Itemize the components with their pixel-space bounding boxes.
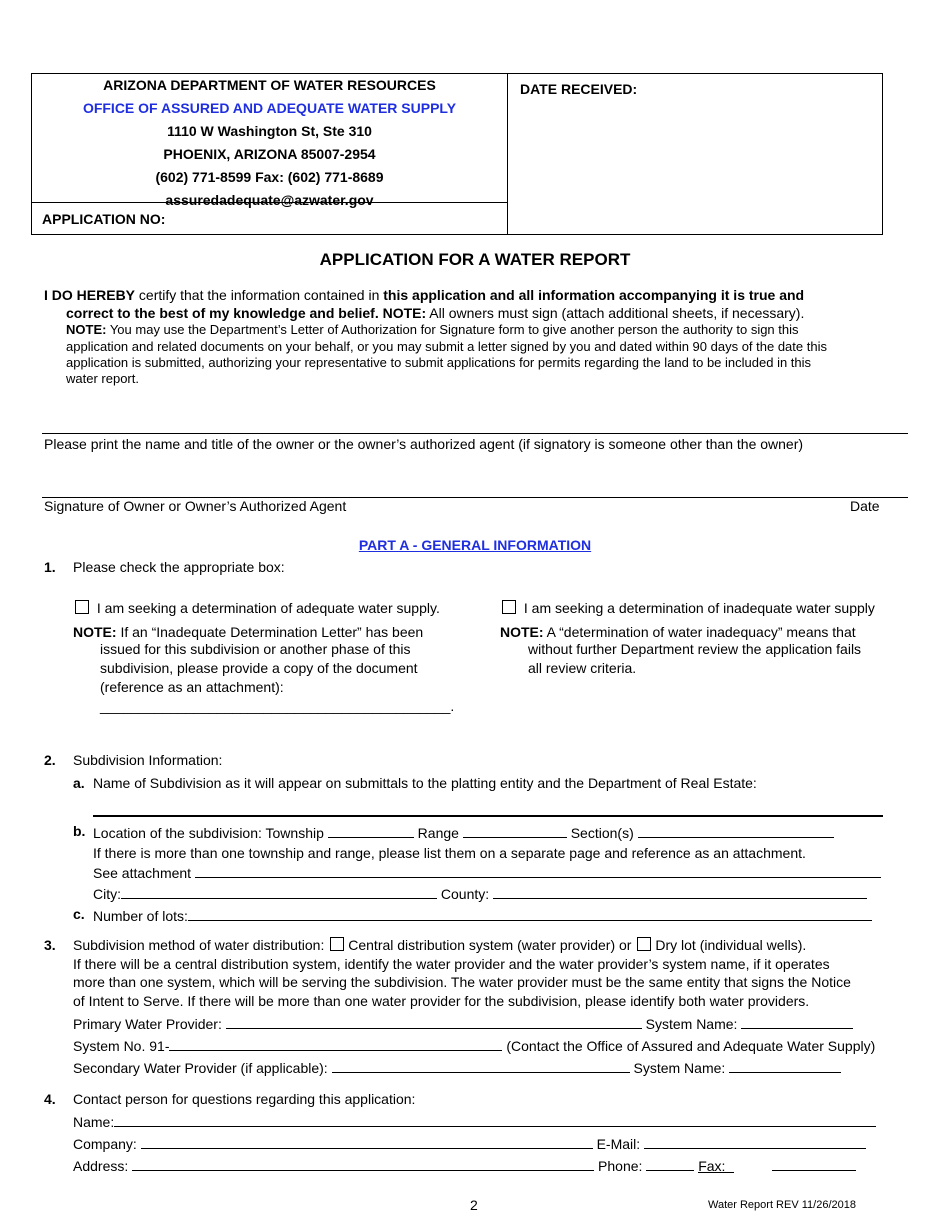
address-label: Address: bbox=[73, 1158, 129, 1174]
dry-lot-label: Dry lot (individual wells). bbox=[655, 937, 807, 953]
q1-note1-line3: subdivision, please provide a copy of the document bbox=[100, 660, 418, 676]
page-title: APPLICATION FOR A WATER REPORT bbox=[319, 250, 631, 269]
cert-bold2: this application and all information accompanying it is true and bbox=[383, 287, 805, 303]
q1-note1-line4: (reference as an attachment): bbox=[100, 679, 284, 695]
q3-p2: more than one system, which will be serving the subdivision. The water provider must be the same entity that signs the Notice bbox=[73, 974, 851, 990]
q1-number: 1. bbox=[44, 559, 56, 575]
q3-text: Subdivision method of water distribution: bbox=[73, 937, 325, 953]
primary-provider-row bbox=[73, 1014, 853, 1032]
city-county-row bbox=[93, 884, 867, 902]
system-name-2-field[interactable] bbox=[729, 1058, 841, 1073]
q2b-line2: If there is more than one township and range, please list them on a separate page and reference as an attachment. bbox=[93, 845, 806, 861]
office-name: OFFICE OF ASSURED AND ADEQUATE WATER SUPPLY bbox=[82, 100, 457, 116]
system-name-label: System Name: bbox=[645, 1016, 738, 1032]
address-line-1: 1110 W Washington St, Ste 310 bbox=[167, 123, 372, 139]
q2b-line bbox=[93, 823, 834, 841]
lots-label: Number of lots: bbox=[93, 908, 188, 924]
see-attachment-label: See attachment bbox=[93, 865, 192, 881]
note2-l1: A “determination of water inadequacy” means that bbox=[543, 624, 856, 640]
system-name-field[interactable] bbox=[741, 1014, 853, 1029]
date-label: Date bbox=[850, 498, 880, 514]
q2-text: Subdivision Information: bbox=[73, 752, 223, 768]
revision-note: Water Report REV 11/26/2018 bbox=[708, 1199, 856, 1211]
certification-line-2 bbox=[66, 305, 804, 321]
inadequate-label: I am seeking a determination of inadequate water supply bbox=[523, 600, 875, 616]
city-label: City: bbox=[93, 886, 121, 902]
central-checkbox[interactable] bbox=[330, 937, 344, 951]
cert-note-line-4: water report. bbox=[66, 371, 139, 386]
inadequate-checkbox[interactable] bbox=[502, 600, 516, 614]
phone-label: Phone: bbox=[598, 1158, 643, 1174]
primary-provider-field[interactable] bbox=[226, 1014, 642, 1029]
cert-text1: certify that the information contained in bbox=[135, 287, 384, 303]
q2a-text: Name of Subdivision as it will appear on submittals to the platting entity and the Department of Real Estate: bbox=[93, 775, 757, 791]
print-name-label: Please print the name and title of the owner or the owner’s authorized agent (if signatory is someone other than the owner) bbox=[44, 436, 804, 452]
q1-note1-line1 bbox=[73, 624, 423, 640]
page-number: 2 bbox=[470, 1197, 478, 1213]
note2-label: NOTE: bbox=[500, 624, 544, 640]
contact-name-field[interactable] bbox=[114, 1112, 876, 1127]
note1-label: NOTE: bbox=[73, 624, 117, 640]
q1-text: Please check the appropriate box: bbox=[73, 559, 285, 575]
secondary-provider-row bbox=[73, 1058, 841, 1076]
range-field[interactable] bbox=[463, 823, 567, 838]
q2b-text: Location of the subdivision: Township bbox=[93, 825, 324, 841]
sections-field[interactable] bbox=[638, 823, 834, 838]
township-field[interactable] bbox=[328, 823, 414, 838]
cert-note-line-3: application is submitted, authorizing your representative to submit applications for permits regarding the land to be included in this bbox=[66, 355, 812, 370]
part-a-heading[interactable]: PART A - GENERAL INFORMATION bbox=[358, 537, 592, 553]
lots-field[interactable] bbox=[188, 906, 872, 921]
see-attachment-field[interactable] bbox=[195, 863, 881, 878]
email-field[interactable] bbox=[644, 1134, 866, 1149]
cert-note-line-1 bbox=[66, 322, 799, 337]
q3-p1: If there will be a central distribution system, identify the water provider and the water provider’s system name, if it operates bbox=[73, 956, 830, 972]
system-no-label: System No. 91- bbox=[73, 1038, 170, 1054]
system-no-row bbox=[73, 1036, 875, 1054]
application-no-label: APPLICATION NO: bbox=[42, 211, 166, 227]
phone-field[interactable] bbox=[646, 1156, 694, 1171]
company-field[interactable] bbox=[141, 1134, 593, 1149]
address-phone-row bbox=[73, 1156, 856, 1174]
secondary-provider-label: Secondary Water Provider (if applicable): bbox=[73, 1060, 328, 1076]
contact-name-label: Name: bbox=[73, 1114, 115, 1130]
note1-l1: If an “Inadequate Determination Letter” has been bbox=[116, 624, 424, 640]
part-a-heading-wrap bbox=[0, 537, 950, 553]
agency-block bbox=[32, 74, 507, 212]
q3-line1 bbox=[73, 937, 806, 953]
city-field[interactable] bbox=[121, 884, 437, 899]
q1-note2-line2: without further Department review the application fails bbox=[528, 641, 862, 657]
contact-email: assuredadequate@azwater.gov bbox=[165, 192, 374, 208]
date-received-label: DATE RECEIVED: bbox=[520, 81, 638, 97]
fax-label-underline bbox=[698, 1158, 734, 1173]
sections-label: Section(s) bbox=[570, 825, 634, 841]
agency-name: ARIZONA DEPARTMENT OF WATER RESOURCES bbox=[103, 77, 436, 93]
company-label: Company: bbox=[73, 1136, 137, 1152]
cert-note-text: You may use the Department’s Letter of Authorization for Signature form to give another person the authority to sign this bbox=[106, 322, 799, 337]
q1-option-inadequate[interactable] bbox=[502, 600, 950, 616]
header-box bbox=[31, 73, 883, 235]
fax-label: Fax: bbox=[698, 1158, 726, 1174]
q2b-label: b. bbox=[73, 823, 86, 839]
q4-text: Contact person for questions regarding this application: bbox=[73, 1091, 416, 1107]
company-email-row bbox=[73, 1134, 866, 1152]
fax-field[interactable] bbox=[772, 1156, 856, 1171]
print-name-line[interactable] bbox=[42, 433, 908, 434]
q2c-label: c. bbox=[73, 906, 85, 922]
q4-number: 4. bbox=[44, 1091, 56, 1107]
subdivision-name-line[interactable] bbox=[93, 815, 883, 817]
dry-lot-checkbox[interactable] bbox=[637, 937, 651, 951]
signature-label: Signature of Owner or Owner’s Authorized Agent bbox=[44, 498, 347, 514]
adequate-label: I am seeking a determination of adequate water supply. bbox=[96, 600, 440, 616]
email-label: E-Mail: bbox=[596, 1136, 641, 1152]
q1-option-adequate[interactable] bbox=[75, 600, 440, 616]
county-field[interactable] bbox=[493, 884, 867, 899]
cert-bold3: correct to the best of my knowledge and belief. NOTE: bbox=[66, 305, 427, 321]
central-label: Central distribution system (water provider) or bbox=[348, 937, 632, 953]
q1-note2-line3: all review criteria. bbox=[528, 660, 637, 676]
q2a-label: a. bbox=[73, 775, 85, 791]
q3-p3: of Intent to Serve. If there will be more than one water provider for the subdivision, please identify both water providers. bbox=[73, 993, 810, 1009]
q1-note1-blank[interactable]: _____________________________________________. bbox=[100, 698, 455, 714]
contact-office-text: (Contact the Office of Assured and Adequate Water Supply) bbox=[506, 1038, 876, 1054]
certification-line-1 bbox=[44, 287, 804, 303]
address-line-2: PHOENIX, ARIZONA 85007-2954 bbox=[163, 146, 376, 162]
county-label: County: bbox=[440, 886, 490, 902]
q1-note1-line2: issued for this subdivision or another phase of this bbox=[100, 641, 411, 657]
secondary-provider-field[interactable] bbox=[332, 1058, 630, 1073]
header-divider bbox=[507, 74, 508, 234]
system-no-field[interactable] bbox=[169, 1036, 502, 1051]
see-attachment-row bbox=[93, 863, 881, 881]
range-label: Range bbox=[417, 825, 459, 841]
adequate-checkbox[interactable] bbox=[75, 600, 89, 614]
address-field[interactable] bbox=[132, 1156, 594, 1171]
system-name-2-label: System Name: bbox=[633, 1060, 726, 1076]
q1-note2-line1 bbox=[500, 624, 856, 640]
cert-lead: I DO HEREBY bbox=[44, 287, 136, 303]
cert-text3: All owners must sign (attach additional sheets, if necessary). bbox=[426, 305, 805, 321]
cert-note-label: NOTE: bbox=[66, 322, 107, 337]
cert-note-line-2: application and related documents on your behalf, or you may submit a letter signed by you and dated within 90 days of the date this bbox=[66, 339, 827, 354]
contact-name-row bbox=[73, 1112, 876, 1130]
primary-provider-label: Primary Water Provider: bbox=[73, 1016, 222, 1032]
q2-number: 2. bbox=[44, 752, 56, 768]
q3-number: 3. bbox=[44, 937, 56, 953]
lots-row bbox=[93, 906, 872, 924]
phone-fax: (602) 771-8599 Fax: (602) 771-8689 bbox=[155, 169, 384, 185]
